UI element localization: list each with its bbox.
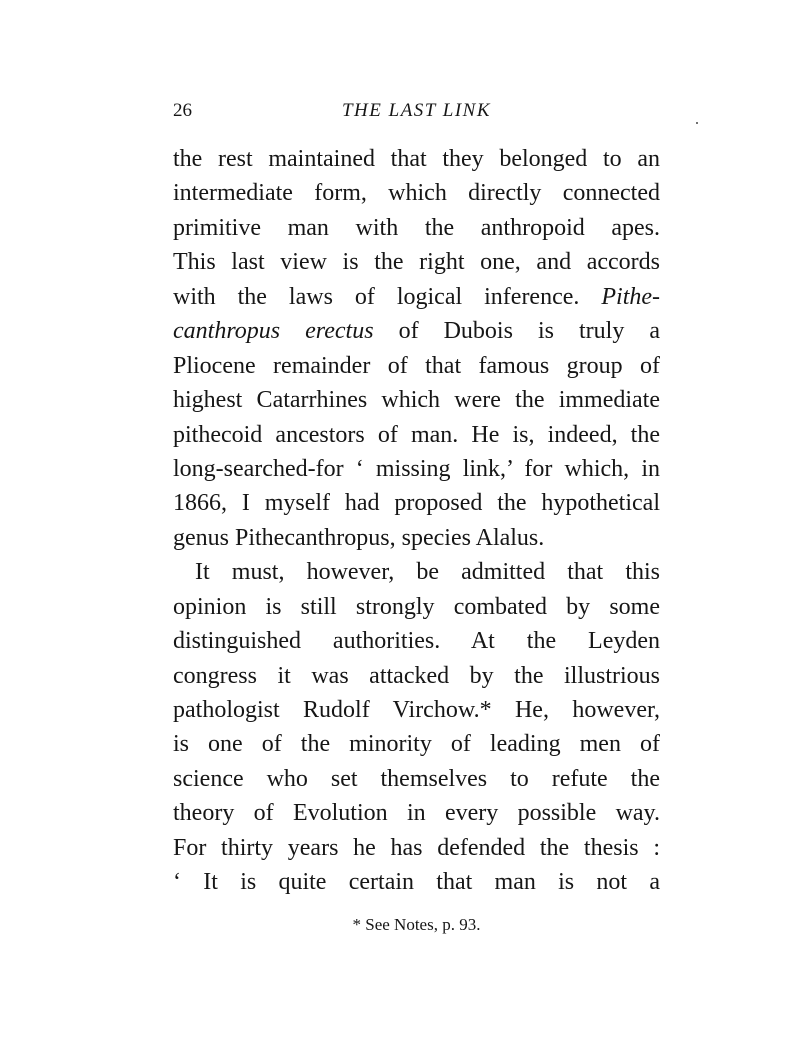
text-line: Pliocene remainder of that famous group of <box>173 352 660 379</box>
text-line: distinguished authorities. At the Leyden <box>173 628 660 655</box>
text-line <box>173 280 660 314</box>
text-line: ‘ It is quite certain that man is not a <box>173 869 660 896</box>
text-line: long-searched-for ‘ missing link,’ for which, in <box>173 455 660 482</box>
text-line: This last view is the right one, and accords <box>173 249 660 276</box>
text-line: 1866, I myself had proposed the hypothetical <box>173 490 660 517</box>
running-title: THE LAST LINK <box>341 100 492 121</box>
paragraph-start-line: It must, however, be admitted that this <box>195 559 660 586</box>
running-head <box>173 97 660 125</box>
body-text <box>173 142 660 900</box>
text-span: of Dubois is truly a <box>398 318 660 345</box>
text-line: intermediate form, which directly connected <box>173 180 660 207</box>
text-line: primitive man with the anthropoid apes. <box>173 214 660 241</box>
text-line: the rest maintained that they belonged to an <box>173 146 660 172</box>
text-line: pithecoid ancestors of man. He is, indeed, the <box>173 421 660 448</box>
text-line: opinion is still strongly combated by some <box>173 593 660 620</box>
text-line: is one of the minority of leading men of <box>173 731 660 758</box>
text-line: For thirty years he has defended the thesis : <box>173 834 660 861</box>
print-speck <box>696 122 698 124</box>
italic-term: canthropus erectus <box>173 318 374 345</box>
text-line: theory of Evolution in every possible way. <box>173 800 660 827</box>
text-span: with the laws of logical inference. <box>173 283 580 310</box>
paragraph-end-line: genus Pithecanthropus, species Alalus. <box>173 524 545 551</box>
text-line: congress it was attacked by the illustrious <box>173 662 660 689</box>
page-number: 26 <box>173 100 192 121</box>
italic-term: Pithe- <box>601 283 660 310</box>
text-line: highest Catarrhines which were the immediate <box>173 387 660 414</box>
text-line: pathologist Rudolf Virchow.* He, however, <box>173 697 660 723</box>
footnote: * See Notes, p. 93. <box>352 915 481 934</box>
text-line: science who set themselves to refute the <box>173 765 660 792</box>
text-line <box>173 314 660 348</box>
